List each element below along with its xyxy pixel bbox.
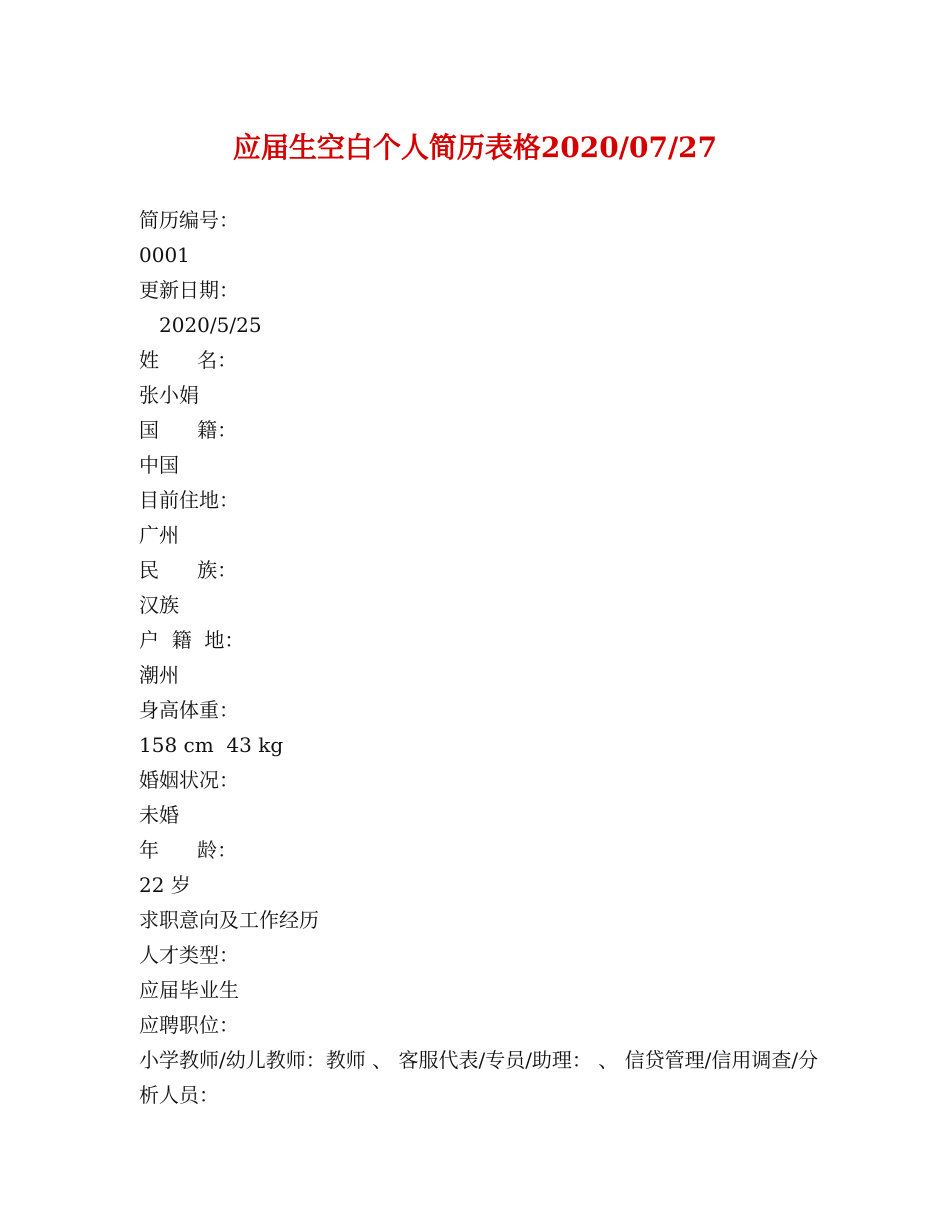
household-label: 户 籍 地： — [139, 628, 245, 652]
age-label: 年 龄： — [139, 838, 238, 862]
age-value: 22 岁 — [139, 873, 191, 897]
ethnicity-label: 民 族： — [139, 558, 238, 582]
update-date-label: 更新日期： — [139, 278, 239, 302]
resume-no-value: 0001 — [139, 243, 190, 267]
residence-label: 目前住地： — [139, 488, 239, 512]
update-date-value: 2020/5/25 — [159, 313, 262, 337]
page-title: 应届生空白个人简历表格2020/07/27 — [232, 131, 718, 164]
position-label: 应聘职位： — [139, 1013, 239, 1037]
resume-content — [139, 203, 829, 1113]
section-heading: 求职意向及工作经历 — [139, 908, 319, 932]
ethnicity-value: 汉族 — [139, 593, 179, 617]
nationality-label: 国 籍： — [139, 418, 238, 442]
talent-type-value: 应届毕业生 — [139, 978, 239, 1002]
resume-no-label: 简历编号： — [139, 208, 239, 232]
marital-label: 婚姻状况： — [139, 768, 239, 792]
position-value: 小学教师/幼儿教师：教师 、 客服代表/专员/助理： 、 信贷管理/信用调查/分析人员： — [139, 1048, 819, 1107]
talent-type-label: 人才类型： — [139, 943, 239, 967]
name-label: 姓 名： — [139, 348, 238, 372]
marital-value: 未婚 — [139, 803, 179, 827]
household-value: 潮州 — [139, 663, 179, 687]
height-weight-value: 158 cm 43 kg — [139, 733, 284, 757]
name-value: 张小娟 — [139, 383, 199, 407]
height-weight-label: 身高体重： — [139, 698, 239, 722]
nationality-value: 中国 — [139, 453, 179, 477]
residence-value: 广州 — [139, 523, 179, 547]
